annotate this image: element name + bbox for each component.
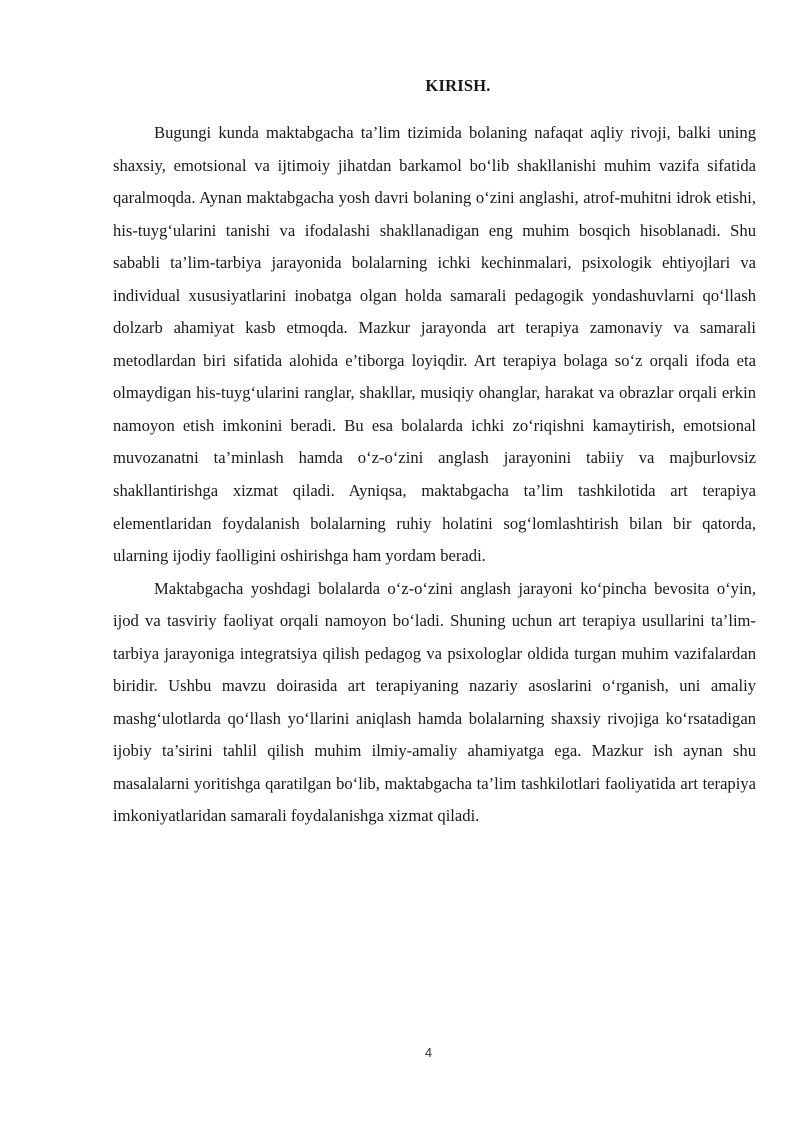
- body-text: [113, 117, 756, 833]
- paragraph-2: Maktabgacha yoshdagi bolalarda o‘z-o‘zini anglash jarayoni ko‘pincha bevosita o‘yin, ijod va tasviriy faoliyat orqali namoyon bo‘ladi. Shuning uchun art terapiya usullarini ta’lim-tarbiya jarayoniga integratsiya qilish pedagog va psixologlar oldida turgan muhim vazifalardan biridir. Ushbu mavzu doirasida art terapiyaning nazariy asoslarini o‘rganish, uni amaliy mashg‘ulotlarda qo‘llash yo‘llarini aniqlash hamda bolalarning shaxsiy rivojiga ko‘rsatadigan ijobiy ta’sirini tahlil qilish muhim ilmiy-amaliy ahamiyatga ega. Mazkur ish aynan shu masalalarni yoritishga qaratilgan bo‘lib, maktabgacha ta’lim tashkilotlari faoliyatida art terapiya imkoniyatlaridan samarali foydalanishga xizmat qiladi.: [113, 578, 756, 826]
- page-number: 4: [424, 1045, 433, 1060]
- section-heading: KIRISH.: [425, 76, 491, 95]
- paragraph-1: Bugungi kunda maktabgacha ta’lim tizimida bolaning nafaqat aqliy rivoji, balki uning shaxsiy, emotsional va ijtimoiy jihatdan barkamol bo‘lib shakllanishi muhim vazifa sifatida qaralmoqda. Aynan maktabgacha yosh davri bolaning o‘zini anglashi, atrof-muhitni idrok etishi, his-tuyg‘ularini tanishi va ifodalashi shakllanadigan eng muhim bosqich hisoblanadi. Shu sababli ta’lim-tarbiya jarayonida bolalarning ichki kechinmalari, psixologik ehtiyojlari va individual xususiyatlarini inobatga olgan holda samarali pedagogik yondashuvlarni qo‘llash dolzarb ahamiyat kasb etmoqda. Mazkur jarayonda art terapiya zamonaviy va samarali metodlardan biri sifatida alohida e’tiborga loyiqdir. Art terapiya bolaga so‘z orqali ifoda eta olmaydigan his-tuyg‘ularini ranglar, shakllar, musiqiy ohanglar, harakat va obrazlar orqali erkin namoyon etish imkonini beradi. Bu esa bolalarda ichki zo‘riqishni kamaytirish, emotsional muvozanatni ta’minlash hamda o‘z-o‘zini anglash jarayonini tabiiy va majburlovsiz shakllantirishga xizmat qiladi. Ayniqsa, maktabgacha ta’lim tashkilotida art terapiya elementlaridan foydalanish bolalarning ruhiy holatini sog‘lomlashtirish bilan bir qatorda, ularning ijodiy faolligini oshirishga ham yordam beradi.: [113, 123, 756, 566]
